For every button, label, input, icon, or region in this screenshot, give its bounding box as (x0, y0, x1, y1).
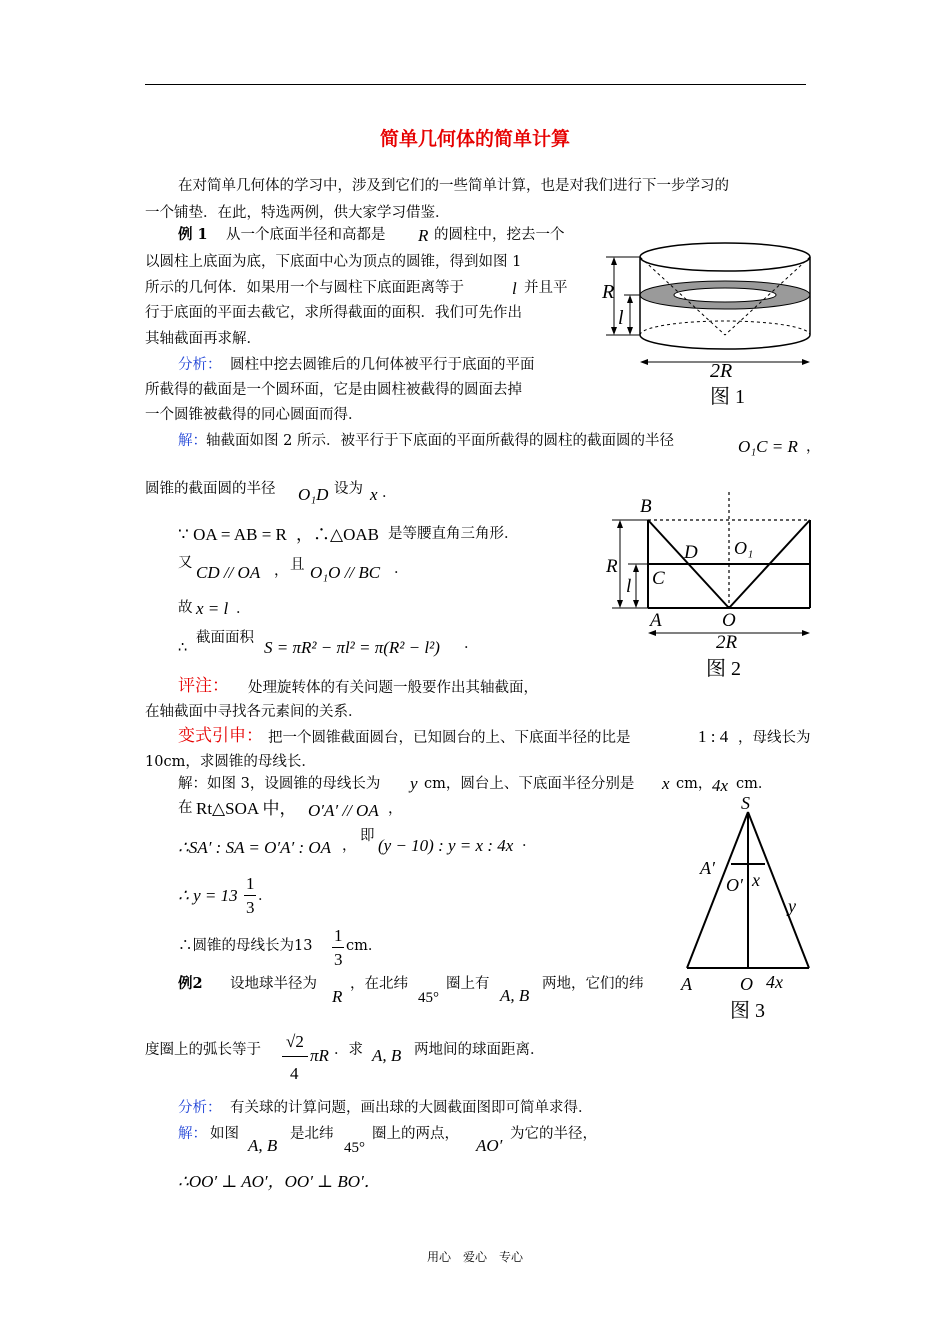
ex1-line-3b: 并且平 (524, 280, 568, 296)
fig3-label-A1: A′ (700, 858, 715, 878)
header-rule (145, 84, 806, 85)
math-y-ratio: (y − 10) : y = x : 4x (378, 836, 514, 855)
ex2-label: 例2 (178, 975, 203, 992)
ex2-analysis: 有关球的计算问题，画出球的大圆截面图即可简单求得． (230, 1100, 593, 1116)
variant-ratio: 1 : 4 (698, 727, 729, 746)
fig2-label-C: C (652, 568, 665, 589)
ex2-four: 4 (290, 1064, 299, 1083)
frac-num-1: 1 (246, 874, 255, 893)
fig2-caption: 图 2 (706, 658, 741, 680)
page-title: 简单几何体的简单计算 (379, 128, 570, 150)
fig3-label-O1: O′ (726, 875, 743, 895)
frac-bar-2 (332, 947, 344, 948)
fig1-label-2R: 2R (710, 360, 733, 382)
fig2-arrow-4 (633, 600, 639, 608)
ex2-sqrt2: √2 (286, 1032, 304, 1051)
frac-num-2: 1 (334, 926, 343, 945)
fig3-label-y: y (788, 896, 796, 916)
fig3-label-S: S (741, 793, 750, 813)
ex2-solution-3: 圈上的两点， (372, 1126, 459, 1142)
fig2-label-O: O (722, 610, 736, 631)
math-period-4: ． (464, 636, 479, 652)
ex1-solution-5: 又 (178, 555, 193, 571)
fig2-label-A: A (650, 610, 662, 631)
fig1-arrow-4 (627, 327, 633, 335)
variant-in: 在 (178, 800, 193, 816)
ex2-last-line: ∴OO′ ⊥ AO′，OO′ ⊥ BO′． (178, 1172, 381, 1191)
fig1-arrow-3 (627, 295, 633, 303)
math-period-5: ． (522, 834, 537, 850)
math-rt-soa: Rt△SOA 中， (196, 799, 297, 818)
frac-bar-1 (244, 895, 256, 896)
math-comma-4: ， (342, 838, 357, 854)
ex2-line-1a: 设地球半径为 (230, 976, 317, 992)
ex2-solution-2: 是北纬 (290, 1126, 334, 1142)
variant-var-x: x (662, 774, 670, 793)
ex1-line-4: 行于底面的平面去截它，求所得截面的面积．我们可先作出 (145, 305, 522, 321)
intro-line-1: 在对简单几何体的学习中，涉及到它们的一些简单计算，也是对我们进行下一步学习的 (178, 178, 729, 194)
math-therefore: ∴ (178, 640, 188, 656)
ex2-solution-1: 如图 (210, 1126, 239, 1142)
ex2-line-1d: 两地，它们的纬 (542, 976, 644, 992)
page-footer: 用心 爱心 专心 (426, 1250, 523, 1264)
ex2-solution-label: 解： (178, 1126, 207, 1142)
ex1-line-3a: 所示的几何体．如果用一个与圆柱下底面距离等于 (145, 280, 464, 296)
fig3-label-x: x (752, 870, 760, 890)
fig1-top-ellipse (640, 243, 810, 271)
fig2-label-B: B (640, 496, 652, 517)
fig1-label-l: l (618, 307, 624, 329)
ex2-frac-bar (282, 1056, 308, 1057)
ex1-solution-6: 且 (290, 557, 305, 573)
ex1-line-1a: 从一个底面半径和高都是 (226, 227, 386, 243)
variant-sol-4: cm． (736, 776, 773, 792)
fig2-arrow-6 (802, 630, 810, 636)
fig2-label-l: l (626, 576, 632, 597)
ex1-solution-3: 设为 (334, 481, 363, 497)
math-period-3: ． (236, 601, 251, 617)
fig1-shaded-ring (640, 281, 810, 309)
math-oab: ，∴△OAB (296, 525, 379, 544)
math-area: S = πR² − πl² = π(R² − l²) (264, 638, 440, 657)
fig1-arrow-5 (640, 359, 648, 365)
ex1-analysis-1: 圆柱中挖去圆锥后的几何体被平行于底面的平面 (230, 357, 535, 373)
fig1-arrow-1 (611, 257, 617, 265)
fig3-caption: 图 3 (730, 1000, 765, 1022)
ex1-analysis-label: 分析： (178, 357, 222, 373)
ex1-analysis-2: 所截得的截面是一个圆环面，它是由圆柱被截得的圆面去掉 (145, 382, 522, 398)
math-y-eq: ∴ y = 13 (178, 886, 238, 905)
figure-2 (600, 492, 820, 682)
comment-1: 处理旋转体的有关问题一般要作出其轴截面， (248, 680, 538, 696)
fig1-arrow-2 (611, 327, 617, 335)
variant-var-4x: 4x (712, 776, 729, 795)
ex2-solution-4: 为它的半径， (510, 1126, 597, 1142)
fig1-bottom-arc-hidden (640, 321, 810, 335)
fig2-label-D: D (684, 542, 698, 563)
math-comma-2: ， (274, 563, 289, 579)
ex1-line-5: 其轴截面再求解． (145, 331, 261, 347)
math-cd-oa: CD // OA (196, 563, 261, 582)
ex1-solution-7: 故 (178, 600, 193, 616)
figure-1 (600, 232, 820, 412)
fig3-right-edge (748, 812, 809, 968)
fig2-arrow-2 (617, 600, 623, 608)
ex1-var-R: R (418, 226, 429, 245)
ex1-analysis-3: 一个圆锥被截得的同心圆面而得． (145, 407, 363, 423)
fig3-label-O: O (740, 974, 753, 994)
comment-label: 评注： (178, 676, 229, 696)
variant-line-1a: 把一个圆锥截面圆台，已知圆台的上、下底面半径的比是 (268, 730, 631, 746)
ex2-analysis-label: 分析： (178, 1100, 222, 1116)
variant-var-y: y (410, 774, 418, 793)
ex2-var-R: R (332, 987, 343, 1006)
math-period-2: ． (394, 561, 409, 577)
ex2-var-AB-2: A, B (372, 1046, 402, 1065)
math-o1o-bc: O₁O // BC (310, 563, 381, 582)
intro-line-2: 一个铺垫．在此，特选两例，供大家学习借鉴． (145, 205, 450, 221)
fig3-label-4x: 4x (766, 972, 783, 992)
comment-2: 在轴截面中寻找各元素间的关系． (145, 704, 363, 720)
fig1-arrow-6 (802, 359, 810, 365)
math-x: x (370, 485, 378, 504)
frac-den-1: 3 (246, 898, 255, 917)
math-o1d: O₁D (298, 485, 329, 504)
math-ji: 即 (360, 828, 375, 844)
variant-sol-3: cm， (676, 776, 713, 792)
ex1-solution-label: 解： (178, 433, 207, 449)
ex2-piR: πR (310, 1046, 329, 1065)
fig2-label-R: R (606, 556, 618, 577)
fig1-bottom-arc (640, 335, 810, 349)
variant-sol-2: cm，圆台上、下底面半径分别是 (424, 776, 635, 792)
fig1-label-R: R (602, 281, 615, 303)
ex1-solution-2: 圆锥的截面圆的半径 (145, 481, 276, 497)
ex1-line-2: 以圆柱上底面为底，下底面中心为顶点的圆锥，得到如图 1 (145, 254, 522, 270)
ex2-line-2a: 度圈上的弧长等于 (145, 1042, 261, 1058)
math-o1c: O₁C = R (738, 437, 798, 456)
fig3-label-A: A (681, 974, 692, 994)
math-oa-ab: ∵ OA = AB = R (178, 525, 287, 544)
variant-label: 变式引申： (178, 726, 263, 746)
variant-sol-1: 解：如图 3，设圆锥的母线长为 (178, 776, 381, 792)
ex2-svar-45: 45° (344, 1140, 365, 1156)
ex2-var-AB: A, B (500, 986, 530, 1005)
ex2-line-1c: 圈上有 (446, 976, 490, 992)
fig1-caption: 图 1 (710, 386, 745, 408)
ex1-line-1b: 的圆柱中，挖去一个 (434, 227, 565, 243)
fig2-label-O1: O₁ (734, 538, 754, 558)
math-oa-parallel: O′A′ // OA (308, 801, 379, 820)
fig2-arrow-1 (617, 520, 623, 528)
ex1-solution-8: 截面面积 (196, 630, 254, 646)
math-period-1: ． (382, 485, 397, 501)
fig2-arrow-3 (633, 564, 639, 572)
ex1-solution-1: 轴截面如图 2 所示．被平行于下底面的平面所截得的圆柱的截面圆的半径 (206, 433, 674, 449)
ex2-line-2b: ．求 (334, 1042, 363, 1058)
ex1-var-l: l (512, 279, 517, 298)
math-comma-3: ， (388, 801, 403, 817)
ex2-var-45: 45° (418, 990, 439, 1006)
ex2-line-2c: 两地间的球面距离． (414, 1042, 545, 1058)
math-x-eq-l: x = l (196, 599, 229, 618)
math-ratio: ∴SA′ : SA = O′A′ : OA (178, 838, 332, 857)
variant-line-2: 10cm，求圆锥的母线长． (145, 754, 316, 770)
math-cm: cm． (346, 938, 383, 954)
fig2-label-2R: 2R (716, 632, 738, 653)
ex2-svar-AB: A, B (248, 1136, 278, 1155)
ex2-svar-AO: AO′ (476, 1136, 503, 1155)
figure-3 (678, 794, 818, 1024)
math-period-6: ． (258, 888, 273, 904)
variant-line-1b: ，母线长为 (738, 730, 811, 746)
math-conclusion: ∴圆锥的母线长为13 (178, 938, 313, 954)
ex2-line-1b: ，在北纬 (350, 976, 408, 992)
ex1-solution-4: 是等腰直角三角形． (388, 526, 519, 542)
ex1-label: 例 1 (178, 226, 208, 243)
math-comma-1: ， (806, 439, 821, 455)
frac-den-2: 3 (334, 950, 343, 969)
